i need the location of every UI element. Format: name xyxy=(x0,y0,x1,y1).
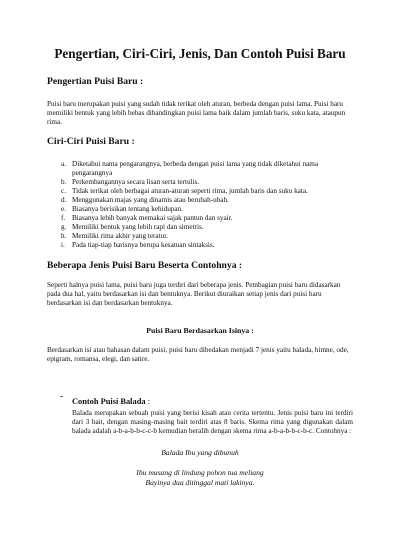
list-item-text: Memiliki rima akhir yang teratur. xyxy=(72,232,169,241)
list-marker: h. xyxy=(61,232,67,241)
balada-title-colon: : xyxy=(145,396,150,406)
list-marker: g. xyxy=(61,223,67,232)
list-marker: d. xyxy=(61,195,67,204)
list-item-text: Biasanya lebih banyak memakai sajak pantun dan syair. xyxy=(72,214,233,223)
list-marker: f. xyxy=(61,214,66,223)
heading-pengertian: Pengertian Puisi Baru : xyxy=(47,76,144,87)
list-item-text: Pada tiap-tiap barisnya berupa kesatuan sintaksis. xyxy=(72,241,215,250)
ciri-ciri-list xyxy=(47,160,353,251)
poem-line: Ibu musang di lindung pohon tua meliang xyxy=(136,468,264,478)
paragraph-balada: Balada merupakan sebuah puisi yang berisi kisah atau cerita tertentu. Jenis puisi baru ini terdiri dari 3 bait, dengan masing-masing bait terdiri atas 8 baris. Skema rima yang digunakan dalam balada adalah a-b-a-b-b-c-c-b kemudian beralih dengan skema rima a-b-a-b-b-c-b-c. Contohnya : xyxy=(72,408,353,435)
heading-jenis: Beberapa Jenis Puisi Baru Beserta Contohnya : xyxy=(47,259,243,271)
list-item-text: Biasanya berisikan tentang kehidupan. xyxy=(72,205,183,214)
list-item-text: Menggunakan majas yang dinamis atau berubah-ubah. xyxy=(72,195,229,204)
list-marker: e. xyxy=(61,205,66,214)
balada-title: Contoh Puisi Balada xyxy=(72,396,146,406)
list-marker: c. xyxy=(61,186,66,195)
list-marker: i. xyxy=(61,241,65,250)
paragraph-berdasarkan-isi: Berdasarkan isi atau bahasan dalam puisi, puisi baru dibedakan menjadi 7 jenis yaitu balada, himne, ode, epigram, romansa, elegi, dan satire. xyxy=(47,346,349,364)
list-item xyxy=(47,205,353,214)
list-marker: a. xyxy=(61,159,66,168)
list-item-text: Diketahui nama pengarangnya, berbeda dengan puisi lama yang tidak diketahui nama pengarangnya xyxy=(72,159,319,177)
paragraph-pengertian: Puisi baru merupakan puisi yang sudah tidak terikat oleh aturan, berbeda dengan puisi lama. Puisi baru memiliki bentuk yang lebih bebas dibandingkan puisi lama baik dalam jumlah baris, suku kata, ataupun rima. xyxy=(47,100,346,127)
list-item xyxy=(47,223,353,232)
list-item xyxy=(47,160,353,178)
list-item xyxy=(47,241,353,250)
list-item-text: Memiliki bentuk yang lebih rapi dan simetris. xyxy=(72,223,204,232)
balada-section xyxy=(47,391,353,437)
heading-ciri-ciri: Ciri-Ciri Puisi Baru : xyxy=(47,135,135,147)
list-item xyxy=(47,196,353,205)
paragraph-jenis: Seperti halnya puisi lama, puisi baru juga terdiri dari beberapa jenis. Pembagian puisi baru didasarkan pada dua hal, yaitu berdasarkan isi dan bentuknya. Berikut diuraikan setiap jenis dari puisi baru berdasarkan isi dan berdasarkan bentuknya. xyxy=(47,280,341,307)
list-item-text: Perkembangannya secara lisan serta tertulis. xyxy=(72,177,200,186)
poem-title: Balada Ibu yang dibunuh xyxy=(161,448,239,458)
heading-berdasarkan-isi: Puisi Baru Berdasarkan Isinya : xyxy=(146,326,254,336)
list-item xyxy=(47,232,353,241)
poem-line: Bayinya dua ditinggal mati lakinya. xyxy=(145,478,255,488)
list-item-text: Tidak terikat oleh berbagai aturan-aturan seperti rima, jumlah baris dan suku kata. xyxy=(72,186,308,195)
list-marker: b. xyxy=(61,177,67,186)
dash-bullet: - xyxy=(60,390,63,401)
list-item xyxy=(47,187,353,196)
document-title: Pengertian, Ciri-Ciri, Jenis, Dan Contoh Puisi Baru xyxy=(54,46,346,61)
list-item xyxy=(47,214,353,223)
list-item xyxy=(47,178,353,187)
